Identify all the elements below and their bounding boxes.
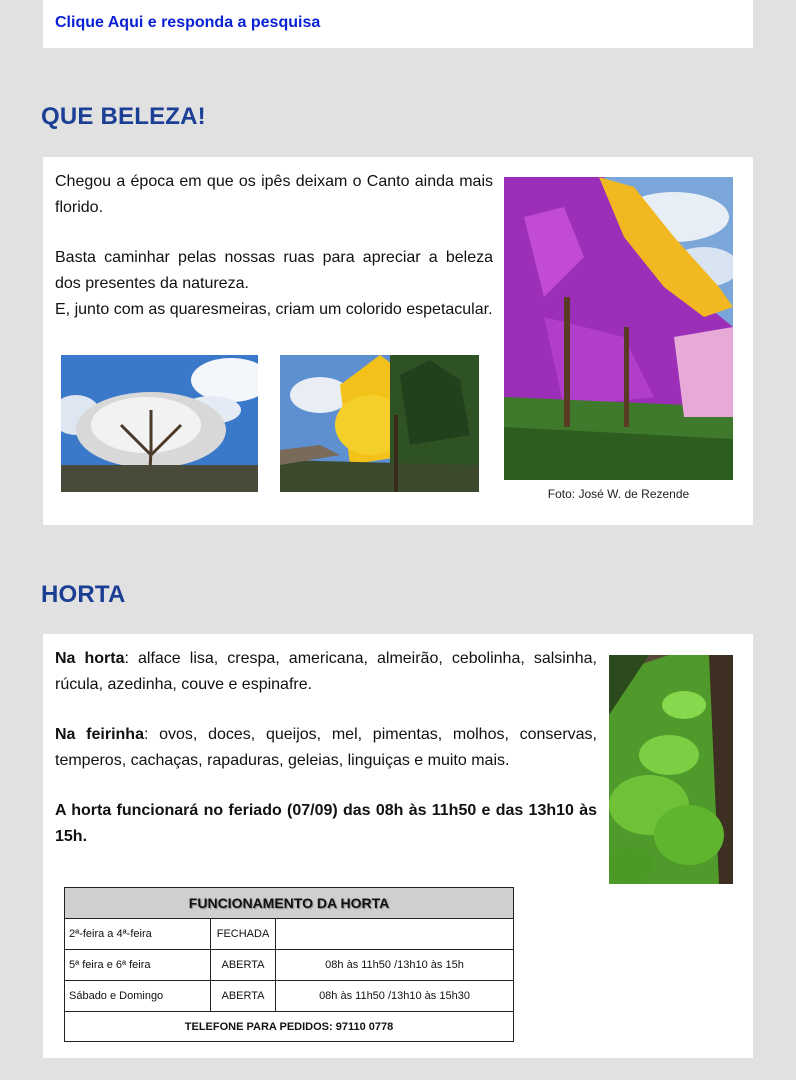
beleza-paragraph-3: E, junto com as quaresmeiras, criam um colorido espetacular.	[55, 301, 493, 318]
horta-card	[43, 634, 753, 1058]
horta-photo	[609, 655, 733, 884]
horta-text	[55, 646, 597, 850]
schedule-days: 5ª feira e 6ª feira	[65, 950, 211, 981]
survey-link[interactable]: Clique Aqui e responda a pesquisa	[55, 14, 321, 31]
table-row	[65, 950, 514, 981]
beleza-paragraph-2: Basta caminhar pelas nossas ruas para apreciar a beleza dos presentes da natureza.	[55, 249, 493, 292]
schedule-table	[64, 887, 514, 1042]
beleza-card	[43, 157, 753, 525]
photo-credit: Foto: José W. de Rezende	[547, 487, 690, 501]
holiday-notice: A horta funcionará no feriado (07/09) das 08h às 11h50 e das 13h10 às 15h.	[55, 802, 597, 845]
schedule-hours: 08h às 11h50 /13h10 às 15h	[276, 950, 514, 981]
table-row	[65, 981, 514, 1012]
schedule-status: FECHADA	[211, 919, 276, 950]
ipe-amarelo-photo	[280, 355, 479, 492]
order-phone: TELEFONE PARA PEDIDOS: 97110 0778	[65, 1012, 514, 1042]
feirinha-items: : ovos, doces, queijos, mel, pimentas, molhos, conservas, temperos, cachaças, rapaduras, geleias, linguiças e muito mais.	[55, 726, 598, 769]
schedule-hours	[276, 919, 514, 950]
schedule-days: Sábado e Domingo	[65, 981, 211, 1012]
beleza-text	[55, 169, 493, 323]
survey-card	[43, 0, 753, 48]
schedule-table-header: FUNCIONAMENTO DA HORTA	[65, 888, 514, 919]
beleza-paragraph-1: Chegou a época em que os ipês deixam o Canto ainda mais florido.	[55, 173, 493, 216]
feirinha-label: Na feirinha	[55, 726, 144, 743]
horta-items: : alface lisa, crespa, americana, almeirão, cebolinha, salsinha, rúcula, azedinha, couve e espinafre.	[55, 650, 597, 693]
schedule-status: ABERTA	[211, 981, 276, 1012]
horta-paragraph	[55, 646, 597, 698]
schedule-days: 2ª-feira a 4ª-feira	[65, 919, 211, 950]
section-title-beleza: QUE BELEZA!	[41, 103, 206, 130]
horta-label: Na horta	[55, 650, 125, 667]
schedule-status: ABERTA	[211, 950, 276, 981]
ipe-branco-photo	[61, 355, 258, 492]
table-row	[65, 919, 514, 950]
section-title-horta: HORTA	[41, 581, 126, 608]
feirinha-paragraph	[55, 722, 597, 774]
schedule-hours: 08h às 11h50 /13h10 às 15h30	[276, 981, 514, 1012]
ipe-roxo-photo	[504, 177, 733, 480]
